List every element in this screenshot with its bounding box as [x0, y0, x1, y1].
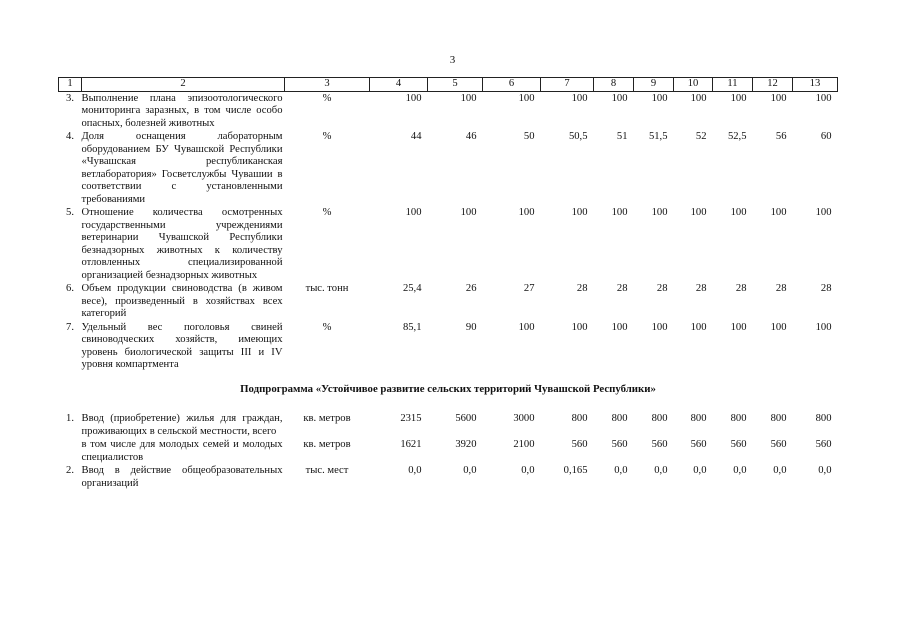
row-value: 100 — [690, 321, 707, 333]
row-value: 90 — [465, 321, 477, 333]
table-row — [59, 439, 838, 465]
row-value: 28 — [775, 283, 787, 294]
row-number: 6. — [66, 283, 74, 294]
row-value: 100 — [518, 92, 535, 104]
row-value: 0,165 — [563, 465, 588, 476]
row-value: 100 — [770, 207, 787, 218]
indicators-table — [58, 77, 838, 491]
subprogram-row — [59, 373, 838, 414]
row-description: Удельный вес поголовья свиней свиноводческих хозяйств, имеющих уровень биологической защиты III и IV уровня компартмента — [81, 321, 283, 370]
row-value: 100 — [611, 92, 628, 104]
col-header: 7 — [541, 78, 594, 92]
row-value: 560 — [730, 439, 747, 450]
row-value: 28 — [820, 283, 832, 294]
row-value: 100 — [730, 92, 747, 104]
row-number: 1. — [66, 413, 74, 424]
row-value: 3000 — [513, 413, 535, 424]
row-value: 56 — [775, 131, 787, 142]
row-description: Отношение количества осмотренных государственными учреждениями ветеринарии Чувашской Республики безнадзорных животных к количеству отловленных специализированной организацией безнадзорных животных — [81, 207, 283, 281]
row-value: 100 — [405, 207, 422, 218]
row-value: 800 — [571, 413, 588, 424]
row-value: 560 — [571, 439, 588, 450]
row-value: 560 — [611, 439, 628, 450]
row-value: 800 — [651, 413, 668, 424]
row-number: 4. — [66, 131, 74, 142]
row-value: 85,1 — [402, 321, 422, 333]
row-unit: % — [322, 131, 332, 142]
col-header: 10 — [674, 78, 713, 92]
row-value: 800 — [690, 413, 707, 424]
row-value: 100 — [460, 92, 477, 104]
table-row — [59, 91, 838, 131]
row-value: 0,0 — [733, 465, 747, 476]
row-value: 0,0 — [408, 465, 422, 476]
row-value: 26 — [465, 283, 477, 294]
row-value: 28 — [576, 283, 588, 294]
col-header: 8 — [594, 78, 634, 92]
row-value: 100 — [405, 92, 422, 104]
row-unit: % — [322, 321, 332, 333]
row-value: 560 — [690, 439, 707, 450]
row-unit: % — [322, 92, 332, 104]
row-value: 25,4 — [402, 283, 422, 294]
row-value: 100 — [571, 92, 588, 104]
row-value: 28 — [616, 283, 628, 294]
row-description: в том числе для молодых семей и молодых специалистов — [81, 439, 283, 463]
row-description: Ввод в действие общеобразовательных организаций — [81, 465, 283, 489]
row-value: 5600 — [455, 413, 477, 424]
row-value: 100 — [571, 207, 588, 218]
row-description: Доля оснащения лабораторным оборудованием БУ Чувашской Республики «Чувашская республиканская ветлаборатория» Госветслужбы Чувашии в соответствии с установленными требованиями — [81, 131, 283, 205]
table-row — [59, 207, 838, 283]
row-description: Выполнение плана эпизоотологического мониторинга заразных, в том числе особо опасных, болезней животных — [81, 92, 283, 129]
row-value: 60 — [820, 131, 832, 142]
row-value: 800 — [611, 413, 628, 424]
col-header: 9 — [634, 78, 674, 92]
row-value: 100 — [651, 321, 668, 333]
row-unit: кв. метров — [303, 439, 351, 450]
row-number: 5. — [66, 207, 74, 218]
table-row — [59, 322, 838, 373]
row-value: 100 — [770, 321, 787, 333]
row-value: 100 — [815, 92, 832, 104]
row-value: 100 — [730, 207, 747, 218]
row-value: 100 — [770, 92, 787, 104]
row-value: 46 — [465, 131, 477, 142]
row-value: 50,5 — [568, 131, 588, 142]
row-value: 2315 — [400, 413, 422, 424]
row-value: 0,0 — [521, 465, 535, 476]
col-header: 6 — [483, 78, 541, 92]
row-value: 100 — [815, 207, 832, 218]
col-header: 3 — [285, 78, 370, 92]
col-header: 1 — [59, 78, 82, 92]
row-value: 0,0 — [654, 465, 668, 476]
row-value: 100 — [518, 321, 535, 333]
row-value: 560 — [815, 439, 832, 450]
row-value: 0,0 — [818, 465, 832, 476]
row-unit: тыс. тонн — [305, 283, 349, 294]
row-value: 51,5 — [648, 131, 668, 142]
col-header: 4 — [370, 78, 428, 92]
row-value: 2100 — [513, 439, 535, 450]
column-header-row — [59, 78, 838, 92]
table-row — [59, 283, 838, 322]
row-value: 560 — [770, 439, 787, 450]
row-value: 100 — [611, 207, 628, 218]
row-unit: тыс. мест — [305, 465, 349, 476]
row-value: 0,0 — [463, 465, 477, 476]
row-value: 0,0 — [693, 465, 707, 476]
row-description: Ввод (приобретение) жилья для граждан, проживающих в сельской местности, всего — [81, 413, 283, 437]
col-header: 12 — [753, 78, 793, 92]
row-unit: кв. метров — [303, 413, 351, 424]
row-number: 7. — [66, 321, 74, 333]
row-value: 100 — [571, 321, 588, 333]
row-value: 800 — [730, 413, 747, 424]
row-value: 0,0 — [773, 465, 787, 476]
row-value: 28 — [656, 283, 668, 294]
row-value: 100 — [651, 92, 668, 104]
row-value: 100 — [460, 207, 477, 218]
row-number — [59, 439, 82, 465]
row-value: 1621 — [400, 439, 422, 450]
row-value: 52,5 — [727, 131, 747, 142]
row-value: 800 — [770, 413, 787, 424]
row-value: 27 — [523, 283, 535, 294]
row-value: 560 — [651, 439, 668, 450]
row-value: 100 — [518, 207, 535, 218]
row-value: 100 — [611, 321, 628, 333]
row-value: 100 — [651, 207, 668, 218]
col-header: 13 — [793, 78, 838, 92]
subprogram-title: Подпрограмма «Устойчивое развитие сельских территорий Чувашской Республики» — [240, 382, 656, 395]
row-value: 28 — [735, 283, 747, 294]
table-row — [59, 131, 838, 207]
row-value: 100 — [690, 207, 707, 218]
table-row — [59, 465, 838, 491]
row-value: 800 — [815, 413, 832, 424]
page-number: 3 — [449, 54, 456, 66]
row-value: 44 — [410, 131, 422, 142]
row-value: 52 — [695, 131, 707, 142]
col-header: 5 — [428, 78, 483, 92]
row-value: 3920 — [455, 439, 477, 450]
row-value: 51 — [616, 131, 628, 142]
row-value: 0,0 — [614, 465, 628, 476]
table-row — [59, 413, 838, 439]
row-value: 100 — [730, 321, 747, 333]
row-value: 28 — [695, 283, 707, 294]
row-unit: % — [322, 207, 332, 218]
row-value: 100 — [690, 92, 707, 104]
row-number: 2. — [66, 465, 74, 476]
row-value: 50 — [523, 131, 535, 142]
row-value: 100 — [815, 321, 832, 333]
col-header: 2 — [82, 78, 285, 92]
row-number: 3. — [66, 92, 74, 104]
row-description: Объем продукции свиноводства (в живом весе), произведенный в хозяйствах всех категорий — [81, 283, 283, 319]
col-header: 11 — [713, 78, 753, 92]
